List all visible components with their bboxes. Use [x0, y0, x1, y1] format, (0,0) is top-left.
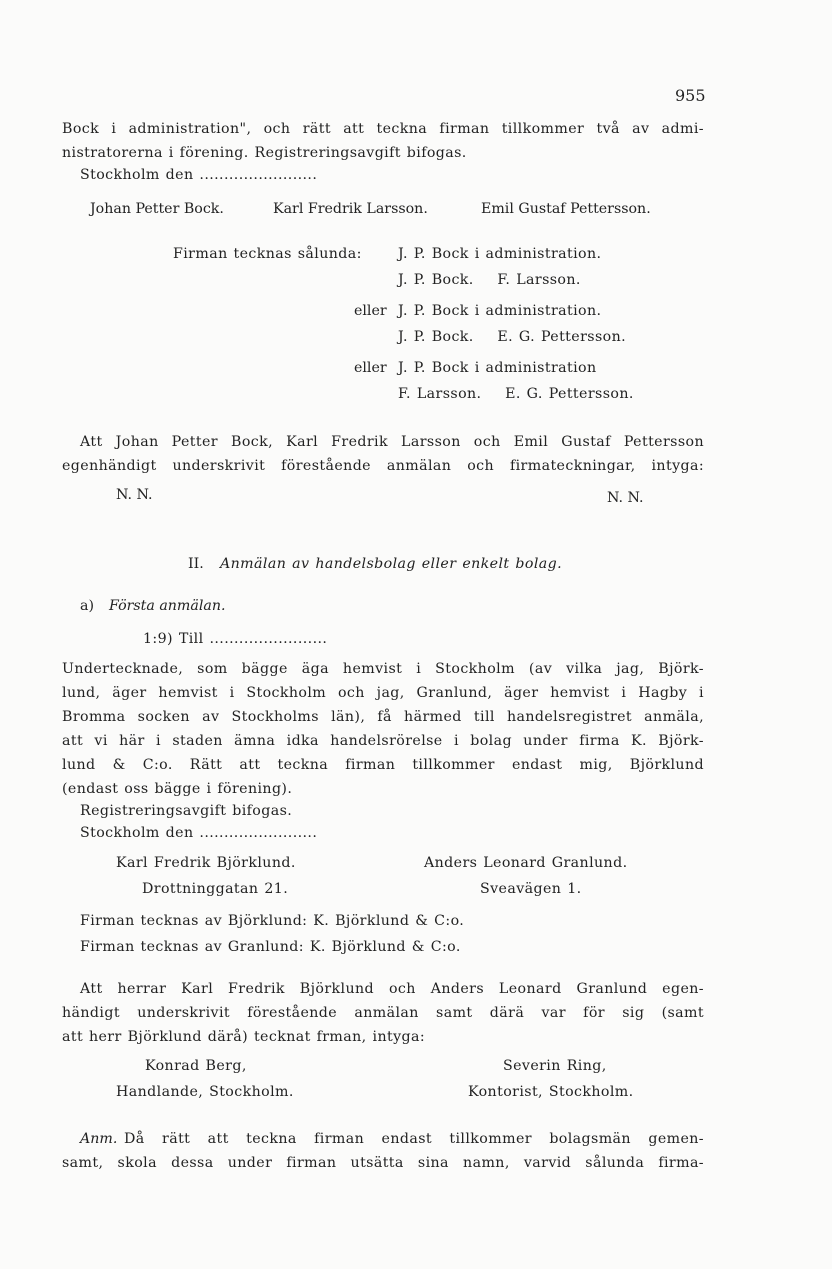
- witness-name: Severin Ring,: [503, 1058, 607, 1074]
- registration-fee: Registreringsavgift bifogas.: [80, 803, 293, 819]
- firm-signature-connector: eller: [354, 360, 387, 376]
- form-number: 1:9) Till ........................: [143, 631, 328, 647]
- firm-signature-line: J. P. Bock. E. G. Pettersson.: [398, 329, 627, 345]
- place-date: Stockholm den ........................: [80, 167, 318, 183]
- signer-name: Anders Leonard Granlund.: [424, 855, 628, 871]
- firm-signature-line: J. P. Bock i administration.: [398, 246, 602, 262]
- signer-address: Drottninggatan 21.: [142, 881, 289, 897]
- attest-line: att herr Björklund därå) tecknat frman, intyga:: [62, 1029, 426, 1045]
- firm-signature-lead: Firman tecknas sålunda:: [173, 246, 362, 262]
- signer-address: Sveavägen 1.: [480, 881, 582, 897]
- attest-line: Att Johan Petter Bock, Karl Fredrik Larsson och Emil Gustaf Pettersson: [80, 434, 704, 450]
- body-line: Undertecknade, som bägge äga hemvist i Stockholm (av vilka jag, Björk-: [62, 661, 704, 677]
- firm-signature-line: F. Larsson. E. G. Pettersson.: [398, 386, 634, 402]
- witness-name: Konrad Berg,: [145, 1058, 247, 1074]
- subsection-label: a): [80, 598, 94, 614]
- body-line: (endast oss bägge i förening).: [62, 781, 293, 797]
- attest-line: händigt underskrivit förestående anmälan samt därä var för sig (samt: [62, 1005, 704, 1021]
- page-number: 955: [675, 86, 706, 105]
- body-line: lund & C:o. Rätt att teckna firman tillkommer endast mig, Björklund: [62, 757, 704, 773]
- witness-name: N. N.: [607, 490, 644, 506]
- note-label: Anm.: [80, 1131, 118, 1147]
- firm-signature-line: J. P. Bock i administration: [398, 360, 597, 376]
- signer-name: Emil Gustaf Pettersson.: [481, 201, 651, 217]
- signer-name: Karl Fredrik Larsson.: [273, 201, 428, 217]
- witness-name: N. N.: [116, 487, 153, 503]
- attest-line: Att herrar Karl Fredrik Björklund och Anders Leonard Granlund egen-: [80, 981, 704, 997]
- subsection-title: Första anmälan.: [109, 598, 226, 614]
- witness-title: Handlande, Stockholm.: [116, 1084, 294, 1100]
- place-date: Stockholm den ........................: [80, 825, 318, 841]
- firm-signature-line: J. P. Bock. F. Larsson.: [398, 272, 581, 288]
- signer-name: Karl Fredrik Björklund.: [116, 855, 296, 871]
- body-line: att vi här i staden ämna idka handelsrörelse i bolag under firma K. Björk-: [62, 733, 704, 749]
- firm-signature-connector: eller: [354, 303, 387, 319]
- witness-title: Kontorist, Stockholm.: [468, 1084, 634, 1100]
- note-line: samt, skola dessa under firman utsätta sina namn, varvid sålunda firma-: [62, 1155, 704, 1171]
- intro-line: Bock i administration", och rätt att teckna firman tillkommer två av admi-: [62, 121, 704, 137]
- section-number: II.: [188, 556, 204, 572]
- body-line: Bromma socken av Stockholms län), få härmed till handelsregistret anmäla,: [62, 709, 704, 725]
- intro-line: nistratorerna i förening. Registreringsavgift bifogas.: [62, 145, 467, 161]
- firm-signature-line: J. P. Bock i administration.: [398, 303, 602, 319]
- section-title: Anmälan av handelsbolag eller enkelt bolag.: [220, 556, 563, 572]
- signer-name: Johan Petter Bock.: [90, 201, 224, 217]
- firm-signature-line: Firman tecknas av Björklund: K. Björklund & C:o.: [80, 913, 465, 929]
- firm-signature-line: Firman tecknas av Granlund: K. Björklund & C:o.: [80, 939, 461, 955]
- attest-line: egenhändigt underskrivit förestående anmälan och firmateckningar, intyga:: [62, 458, 704, 474]
- note-line: Då rätt att teckna firman endast tillkommer bolagsmän gemen-: [124, 1131, 704, 1147]
- body-line: lund, äger hemvist i Stockholm och jag, Granlund, äger hemvist i Hagby i: [62, 685, 704, 701]
